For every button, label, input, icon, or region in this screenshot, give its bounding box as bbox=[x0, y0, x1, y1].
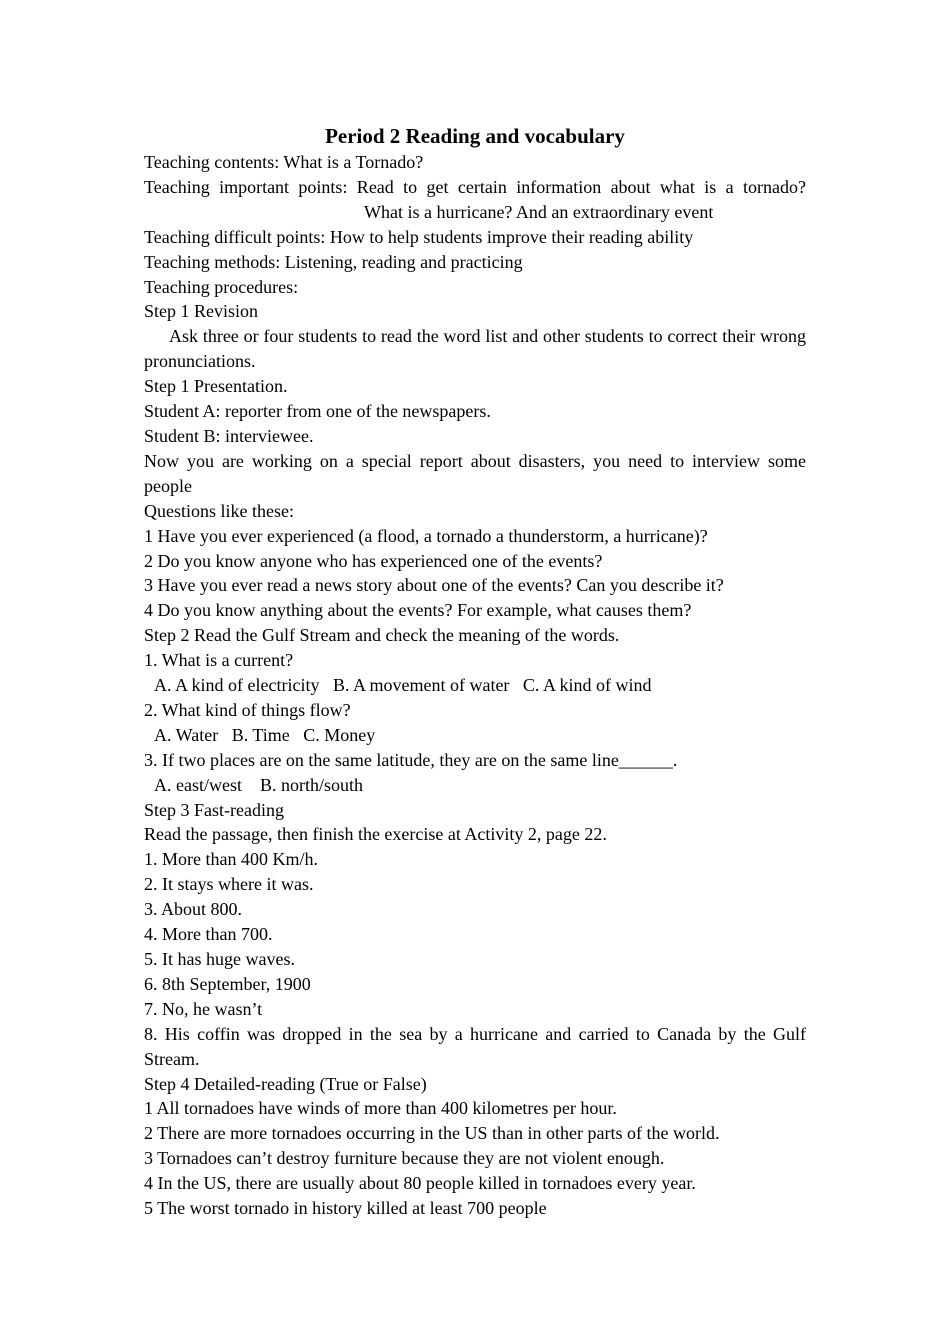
question-item: 1 Have you ever experienced (a flood, a tornado a thunderstorm, a hurricane)? bbox=[144, 525, 708, 546]
step2-question-2-options: A. Water B. Time C. Money bbox=[154, 724, 376, 745]
question-item: 4 Do you know anything about the events? For example, what causes them? bbox=[144, 600, 692, 621]
step1-heading: Step 1 Revision bbox=[144, 301, 259, 322]
teaching-contents: Teaching contents: What is a Tornado? bbox=[144, 152, 424, 172]
teaching-difficult-points: Teaching difficult points: How to help students improve their reading ability bbox=[144, 226, 694, 247]
answer-item: 4. More than 700. bbox=[144, 924, 273, 945]
question-item: 2 Do you know anyone who has experienced one of the events? bbox=[144, 550, 603, 571]
step2-question-2: 2. What kind of things flow? bbox=[144, 699, 351, 720]
teaching-important-points-continued: What is a hurricane? And an extraordinary event bbox=[364, 201, 714, 222]
answer-item: 2. It stays where it was. bbox=[144, 874, 314, 895]
teaching-procedures: Teaching procedures: bbox=[144, 276, 299, 297]
presentation-instruction: Now you are working on a special report about disasters, you need to interview some people bbox=[144, 450, 806, 496]
answer-item: 7. No, he wasn’t bbox=[144, 998, 263, 1019]
statement-item: 3 Tornadoes can’t destroy furniture because they are not violent enough. bbox=[144, 1148, 665, 1169]
teaching-important-points: Teaching important points: Read to get certain information about what is a tornado? bbox=[144, 176, 806, 197]
step2-question-1-options: A. A kind of electricity B. A movement of water C. A kind of wind bbox=[154, 675, 652, 696]
student-b: Student B: interviewee. bbox=[144, 425, 314, 446]
question-item: 3 Have you ever read a news story about one of the events? Can you describe it? bbox=[144, 575, 724, 596]
answer-item: 6. 8th September, 1900 bbox=[144, 973, 311, 994]
step3-heading: Step 3 Fast-reading bbox=[144, 799, 284, 820]
page-title: Period 2 Reading and vocabulary bbox=[325, 124, 625, 148]
step2-question-1: 1. What is a current? bbox=[144, 650, 294, 671]
step2-question-3: 3. If two places are on the same latitude, they are on the same line______. bbox=[144, 749, 678, 770]
presentation-heading: Step 1 Presentation. bbox=[144, 376, 288, 397]
questions-intro: Questions like these: bbox=[144, 500, 294, 521]
step2-heading: Step 2 Read the Gulf Stream and check the meaning of the words. bbox=[144, 625, 620, 646]
statement-item: 1 All tornadoes have winds of more than 400 kilometres per hour. bbox=[144, 1098, 617, 1119]
step2-question-3-options: A. east/west B. north/south bbox=[154, 774, 363, 795]
statement-item: 4 In the US, there are usually about 80 people killed in tornadoes every year. bbox=[144, 1173, 696, 1194]
answer-item: 8. His coffin was dropped in the sea by a hurricane and carried to Canada by the Gulf Stream. bbox=[144, 1023, 806, 1069]
statement-item: 2 There are more tornadoes occurring in the US than in other parts of the world. bbox=[144, 1123, 720, 1144]
step3-instruction: Read the passage, then finish the exercise at Activity 2, page 22. bbox=[144, 824, 607, 845]
student-a: Student A: reporter from one of the newspapers. bbox=[144, 401, 491, 422]
answer-item: 1. More than 400 Km/h. bbox=[144, 849, 318, 870]
teaching-methods: Teaching methods: Listening, reading and practicing bbox=[144, 251, 523, 272]
answer-item: 3. About 800. bbox=[144, 899, 243, 920]
statement-item: 5 The worst tornado in history killed at least 700 people bbox=[144, 1198, 547, 1219]
answer-item: 5. It has huge waves. bbox=[144, 949, 295, 969]
document-body bbox=[144, 122, 806, 1221]
step4-heading: Step 4 Detailed-reading (True or False) bbox=[144, 1073, 427, 1094]
step1-text: Ask three or four students to read the word list and other students to correct their wrong pronunciations. bbox=[144, 326, 806, 372]
